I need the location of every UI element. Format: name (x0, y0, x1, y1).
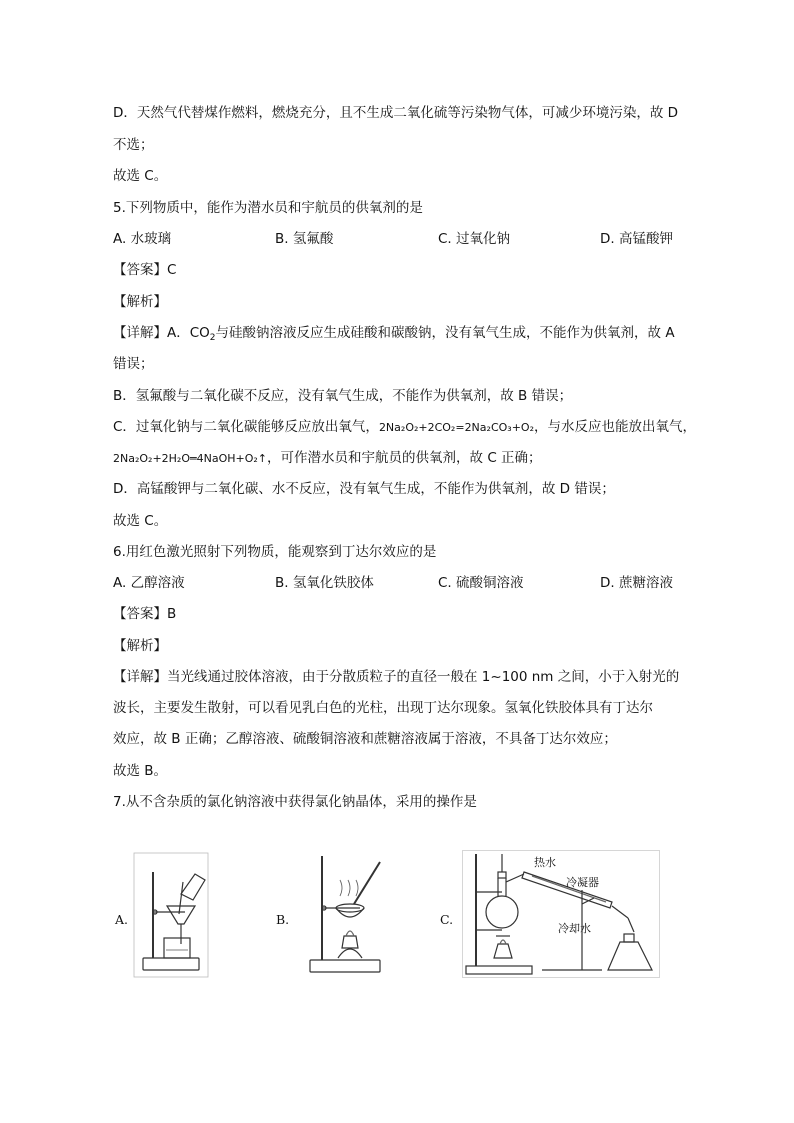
q6-answer: 【答案】B (113, 606, 177, 622)
q5-detail-a-cont: 错误； (113, 356, 154, 372)
q7-label-c: C. (440, 912, 454, 927)
q5-answer: 【答案】C (113, 262, 177, 278)
evaporation-frame (310, 856, 380, 972)
q5-equation-2: 2Na₂O₂+2H₂O═4NaOH+O₂↑ (113, 452, 268, 465)
q4-conclusion: 故选 C。 (113, 168, 168, 184)
q5-conclusion: 故选 C。 (113, 513, 168, 529)
q4-option-d-line1: D．天然气代替煤作燃料，燃烧充分，且不生成二氧化硫等污染物气体，可减少环境污染，故 D (113, 105, 679, 121)
q5-detail-d: D．高锰酸钾与二氧化碳、水不反应，没有氧气生成，不能作为供氧剂，故 D 错误； (113, 481, 615, 497)
q5-detail-a-part2: 与硅酸钠溶液反应生成硅酸和碳酸钠，没有氧气生成，不能作为供氧剂，故 A (215, 325, 675, 341)
q6-conclusion: 故选 B。 (113, 763, 168, 779)
q6-detail-3: 效应，故 B 正确；乙醇溶液、硫酸铜溶液和蔗糖溶液属于溶液，不具备丁达尔效应； (113, 731, 617, 747)
q6-option-d: D. 蔗糖溶液 (600, 575, 673, 591)
q5-option-c: C. 过氧化钠 (438, 231, 511, 247)
q5-equation-1: 2Na₂O₂+2CO₂=2Na₂CO₃+O₂ (378, 421, 534, 434)
q5-detail-c-part2: ，与水反应也能放出氧气， (533, 419, 696, 435)
q5-detail-a (113, 323, 675, 348)
q5-detail-c-part1: C．过氧化钠与二氧化碳能够反应放出氧气， (113, 419, 379, 435)
q6-detail-1: 【详解】当光线通过胶体溶液，由于分散质粒子的直径一般在 1~100 nm 之间，小于入射光的 (113, 669, 680, 685)
hot-water-label: 热水 (534, 856, 556, 869)
q5-option-b: B. 氢氟酸 (275, 231, 334, 247)
q4-option-d-line2: 不选； (113, 137, 154, 153)
q5-detail-c (113, 417, 696, 438)
q7-stem: 7.从不含杂质的氯化钠溶液中获得氯化钠晶体，采用的操作是 (113, 794, 477, 810)
q5-detail-b: B．氢氟酸与二氧化碳不反应，没有氧气生成，不能作为供氧剂，故 B 错误； (113, 388, 573, 404)
distillation-apparatus-diagram (462, 850, 660, 978)
filtration-frame (134, 853, 208, 977)
q5-detail-a-subscript: 2 (209, 333, 216, 343)
q6-option-c: C. 硫酸铜溶液 (438, 575, 524, 591)
evaporation-apparatus-diagram (302, 852, 384, 978)
q5-stem: 5.下列物质中，能作为潜水员和宇航员的供氧剂的是 (113, 200, 423, 216)
q6-option-b: B. 氢氧化铁胶体 (275, 575, 374, 591)
q5-option-d: D. 高锰酸钾 (600, 231, 673, 247)
q5-detail-c-cont (113, 448, 542, 469)
q6-option-a: A. 乙醇溶液 (113, 575, 185, 591)
q5-option-a: A. 水玻璃 (113, 231, 172, 247)
condenser-label: 冷凝器 (566, 876, 599, 889)
filtration-apparatus-diagram (133, 852, 209, 978)
q7-label-b: B. (276, 912, 290, 927)
q5-analysis-title: 【解析】 (113, 294, 167, 310)
q5-detail-a-part1: 【详解】A．CO (113, 325, 210, 341)
q6-stem: 6.用红色激光照射下列物质，能观察到丁达尔效应的是 (113, 544, 437, 560)
q6-detail-2: 波长，主要发生散射，可以看见乳白色的光柱，出现丁达尔现象。氢氧化铁胶体具有丁达尔 (113, 700, 653, 716)
cooling-water-label: 冷却水 (558, 922, 591, 935)
q6-analysis-title: 【解析】 (113, 638, 167, 654)
q7-label-a: A. (115, 912, 129, 927)
q5-detail-c-part3: ，可作潜水员和宇航员的供氧剂，故 C 正确； (267, 450, 542, 466)
distillation-frame (463, 851, 660, 978)
